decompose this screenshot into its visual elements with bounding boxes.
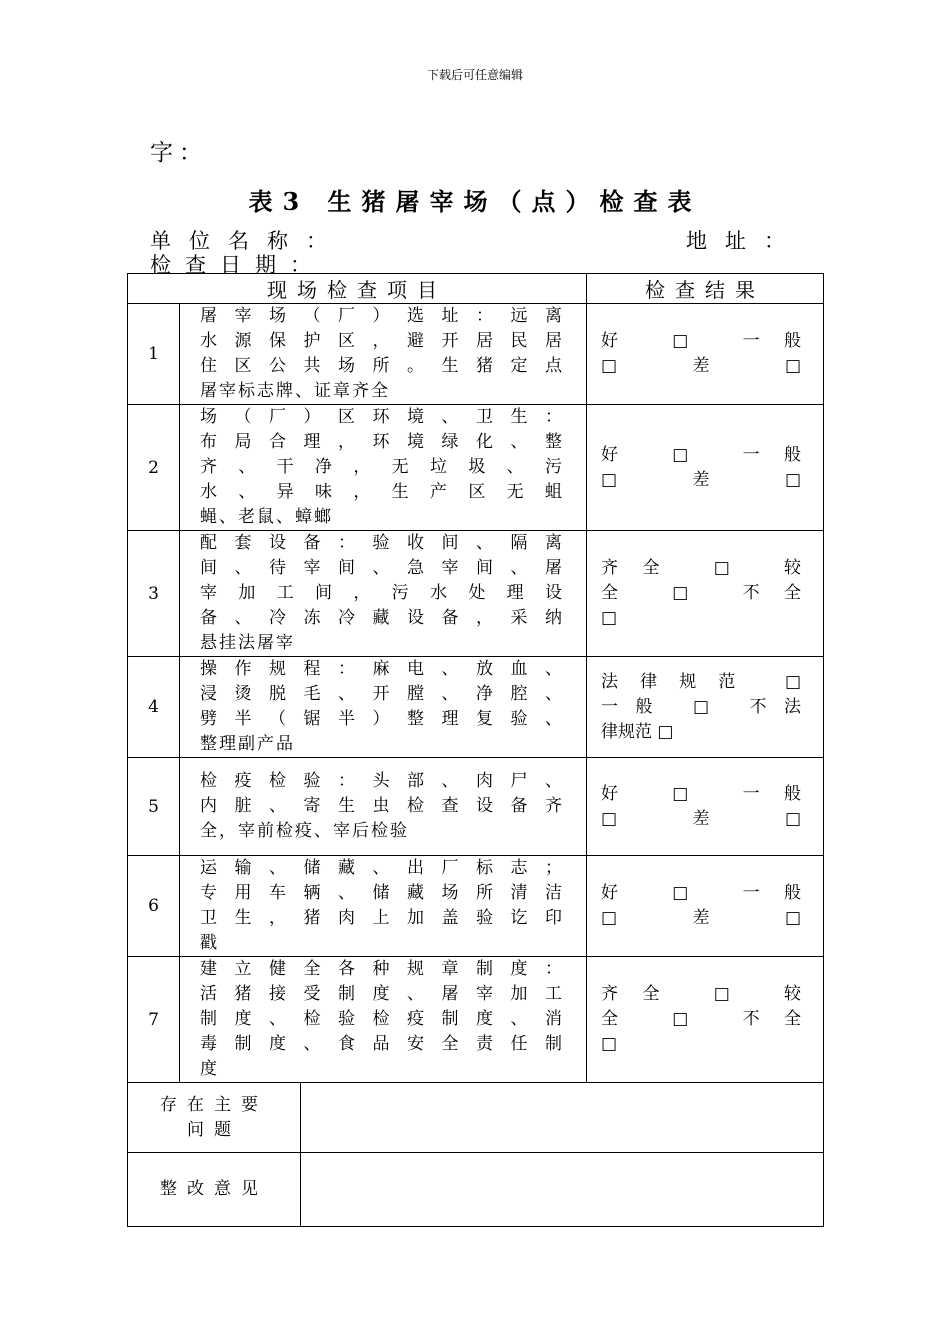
table-footer-row [128,1083,824,1153]
inspection-item-line: 度 [200,1059,219,1079]
footer-row-value[interactable] [301,1083,824,1153]
result-option-line[interactable]: □ [601,1034,618,1054]
table-row [128,657,824,758]
table-row [128,405,824,531]
result-option-line[interactable]: □ 差 □ [601,908,802,928]
inspection-item-line: 蝇、老鼠、蟑螂 [200,507,333,527]
inspection-result [587,531,824,657]
inspection-item [180,657,587,758]
row-number: 6 [128,856,180,957]
inspection-item-line: 整理副产品 [200,734,295,754]
footer-row-value[interactable] [301,1153,824,1227]
inspection-item-line: 活猪接受制度、屠宰加工 [200,984,565,1004]
result-option-line[interactable]: 全 □ 不全 [601,1009,802,1029]
result-option-line[interactable]: 好 □ 一般 [601,331,802,351]
footer-row-label [128,1083,301,1153]
table-footer-row [128,1153,824,1227]
page-title: 表3 生猪屠宰场（点）检查表 [248,187,702,216]
inspection-item-line: 场（厂）区环境、卫生： [200,407,565,427]
inspection-result [587,405,824,531]
inspection-item-line: 水、异味，生产区无蛆 [200,482,565,502]
result-option-line[interactable]: 一般 □ 不法 [601,696,802,717]
inspection-item-line: 卫生，猪肉上加盖验讫印 [200,908,565,928]
row-number: 7 [128,957,180,1083]
table-row [128,957,824,1083]
inspection-item-line: 毒制度、食品安全责任制 [200,1034,565,1054]
table-row [128,531,824,657]
inspection-item-line: 运输、储藏、出厂标志； [200,858,565,878]
inspection-item [180,531,587,657]
inspection-item-line: 专用车辆、储藏场所清洁 [200,883,565,903]
inspection-item-line: 间、待宰间、急宰间、屠 [200,558,565,578]
result-option-line[interactable]: □ [601,608,618,628]
inspection-item-line: 配套设备：验收间、隔离 [200,533,565,553]
inspection-result [587,304,824,405]
inspection-item [180,405,587,531]
result-option-line[interactable]: 律规范 □ [601,721,674,742]
result-option-line[interactable]: 好 □ 一般 [601,783,802,804]
inspection-item-line: 宰加工间，污水处理设 [200,583,565,603]
footer-label-line: 存在主要 [160,1094,268,1115]
row-number: 3 [128,531,180,657]
result-option-line[interactable]: 好 □ 一般 [601,444,802,465]
inspection-item-line: 戳 [200,933,219,953]
inspection-result [587,957,824,1083]
inspection-item-line: 浸烫脱毛、开膛、净腔、 [200,684,565,704]
table-row [128,304,824,405]
result-option-line[interactable]: 全 □ 不全 [601,583,802,603]
inspection-result [587,758,824,856]
inspection-item-line: 住区公共场所。生猪定点 [200,356,565,376]
inspection-item-line: 检疫检验：头部、肉尸、 [200,771,565,791]
inspection-item-line: 内脏、寄生虫检查设备齐 [200,796,565,816]
row-number: 4 [128,657,180,758]
inspection-table [127,273,824,1227]
footer-row-label [128,1153,301,1227]
inspection-item-line: 劈半（锯半）整理复验、 [200,709,565,729]
inspection-item-line: 全，宰前检疫、宰后检验 [200,821,409,841]
address-label: 地址： [686,229,803,253]
inspection-item-line: 备、冷冻冷藏设备，采纳 [200,608,565,628]
result-option-line[interactable]: 齐全 □ 较 [601,984,802,1004]
inspection-item-line: 制度、检验检疫制度、消 [200,1009,565,1029]
inspection-item [180,856,587,957]
inspection-result [587,657,824,758]
inspection-item-line: 屠宰场（厂）选址：远离 [200,306,565,326]
unit-name-label: 单位名称： [150,229,345,253]
inspection-result [587,856,824,957]
result-option-line[interactable]: 法律规范 □ [601,671,802,692]
result-option-line[interactable]: □ 差 □ [601,469,802,490]
item-column-header: 现场检查项目 [128,274,587,304]
inspection-item [180,957,587,1083]
result-option-line[interactable]: 齐全 □ 较 [601,558,802,578]
page-header-note: 下载后可任意编辑 [426,68,523,82]
inspection-rows [128,304,824,1227]
table-row [128,856,824,957]
inspection-item-line: 操作规程：麻电、放血、 [200,659,565,679]
footer-label-line: 问题 [187,1119,241,1140]
inspection-item [180,304,587,405]
row-number: 2 [128,405,180,531]
row-number: 1 [128,304,180,405]
inspection-item-line: 水源保护区，避开居民居 [200,331,565,351]
inspection-date-label: 检查日期： [150,253,325,277]
table-row [128,758,824,856]
inspection-item [180,758,587,856]
inspection-item-line: 悬挂法屠宰 [200,633,295,653]
result-option-line[interactable]: 好 □ 一般 [601,883,802,903]
inspection-item-line: 齐、干净，无垃圾、污 [200,457,565,477]
top-character: 字： [150,140,208,166]
footer-label-line: 整改意见 [160,1179,268,1199]
result-option-line[interactable]: □ 差 □ [601,356,802,376]
inspection-item-line: 布局合理，环境绿化、整 [200,432,565,452]
row-number: 5 [128,758,180,856]
inspection-item-line: 建立健全各种规章制度： [200,959,565,979]
inspection-item-line: 屠宰标志牌、证章齐全 [200,381,390,401]
result-column-header: 检查结果 [587,274,824,304]
result-option-line[interactable]: □ 差 □ [601,808,802,829]
